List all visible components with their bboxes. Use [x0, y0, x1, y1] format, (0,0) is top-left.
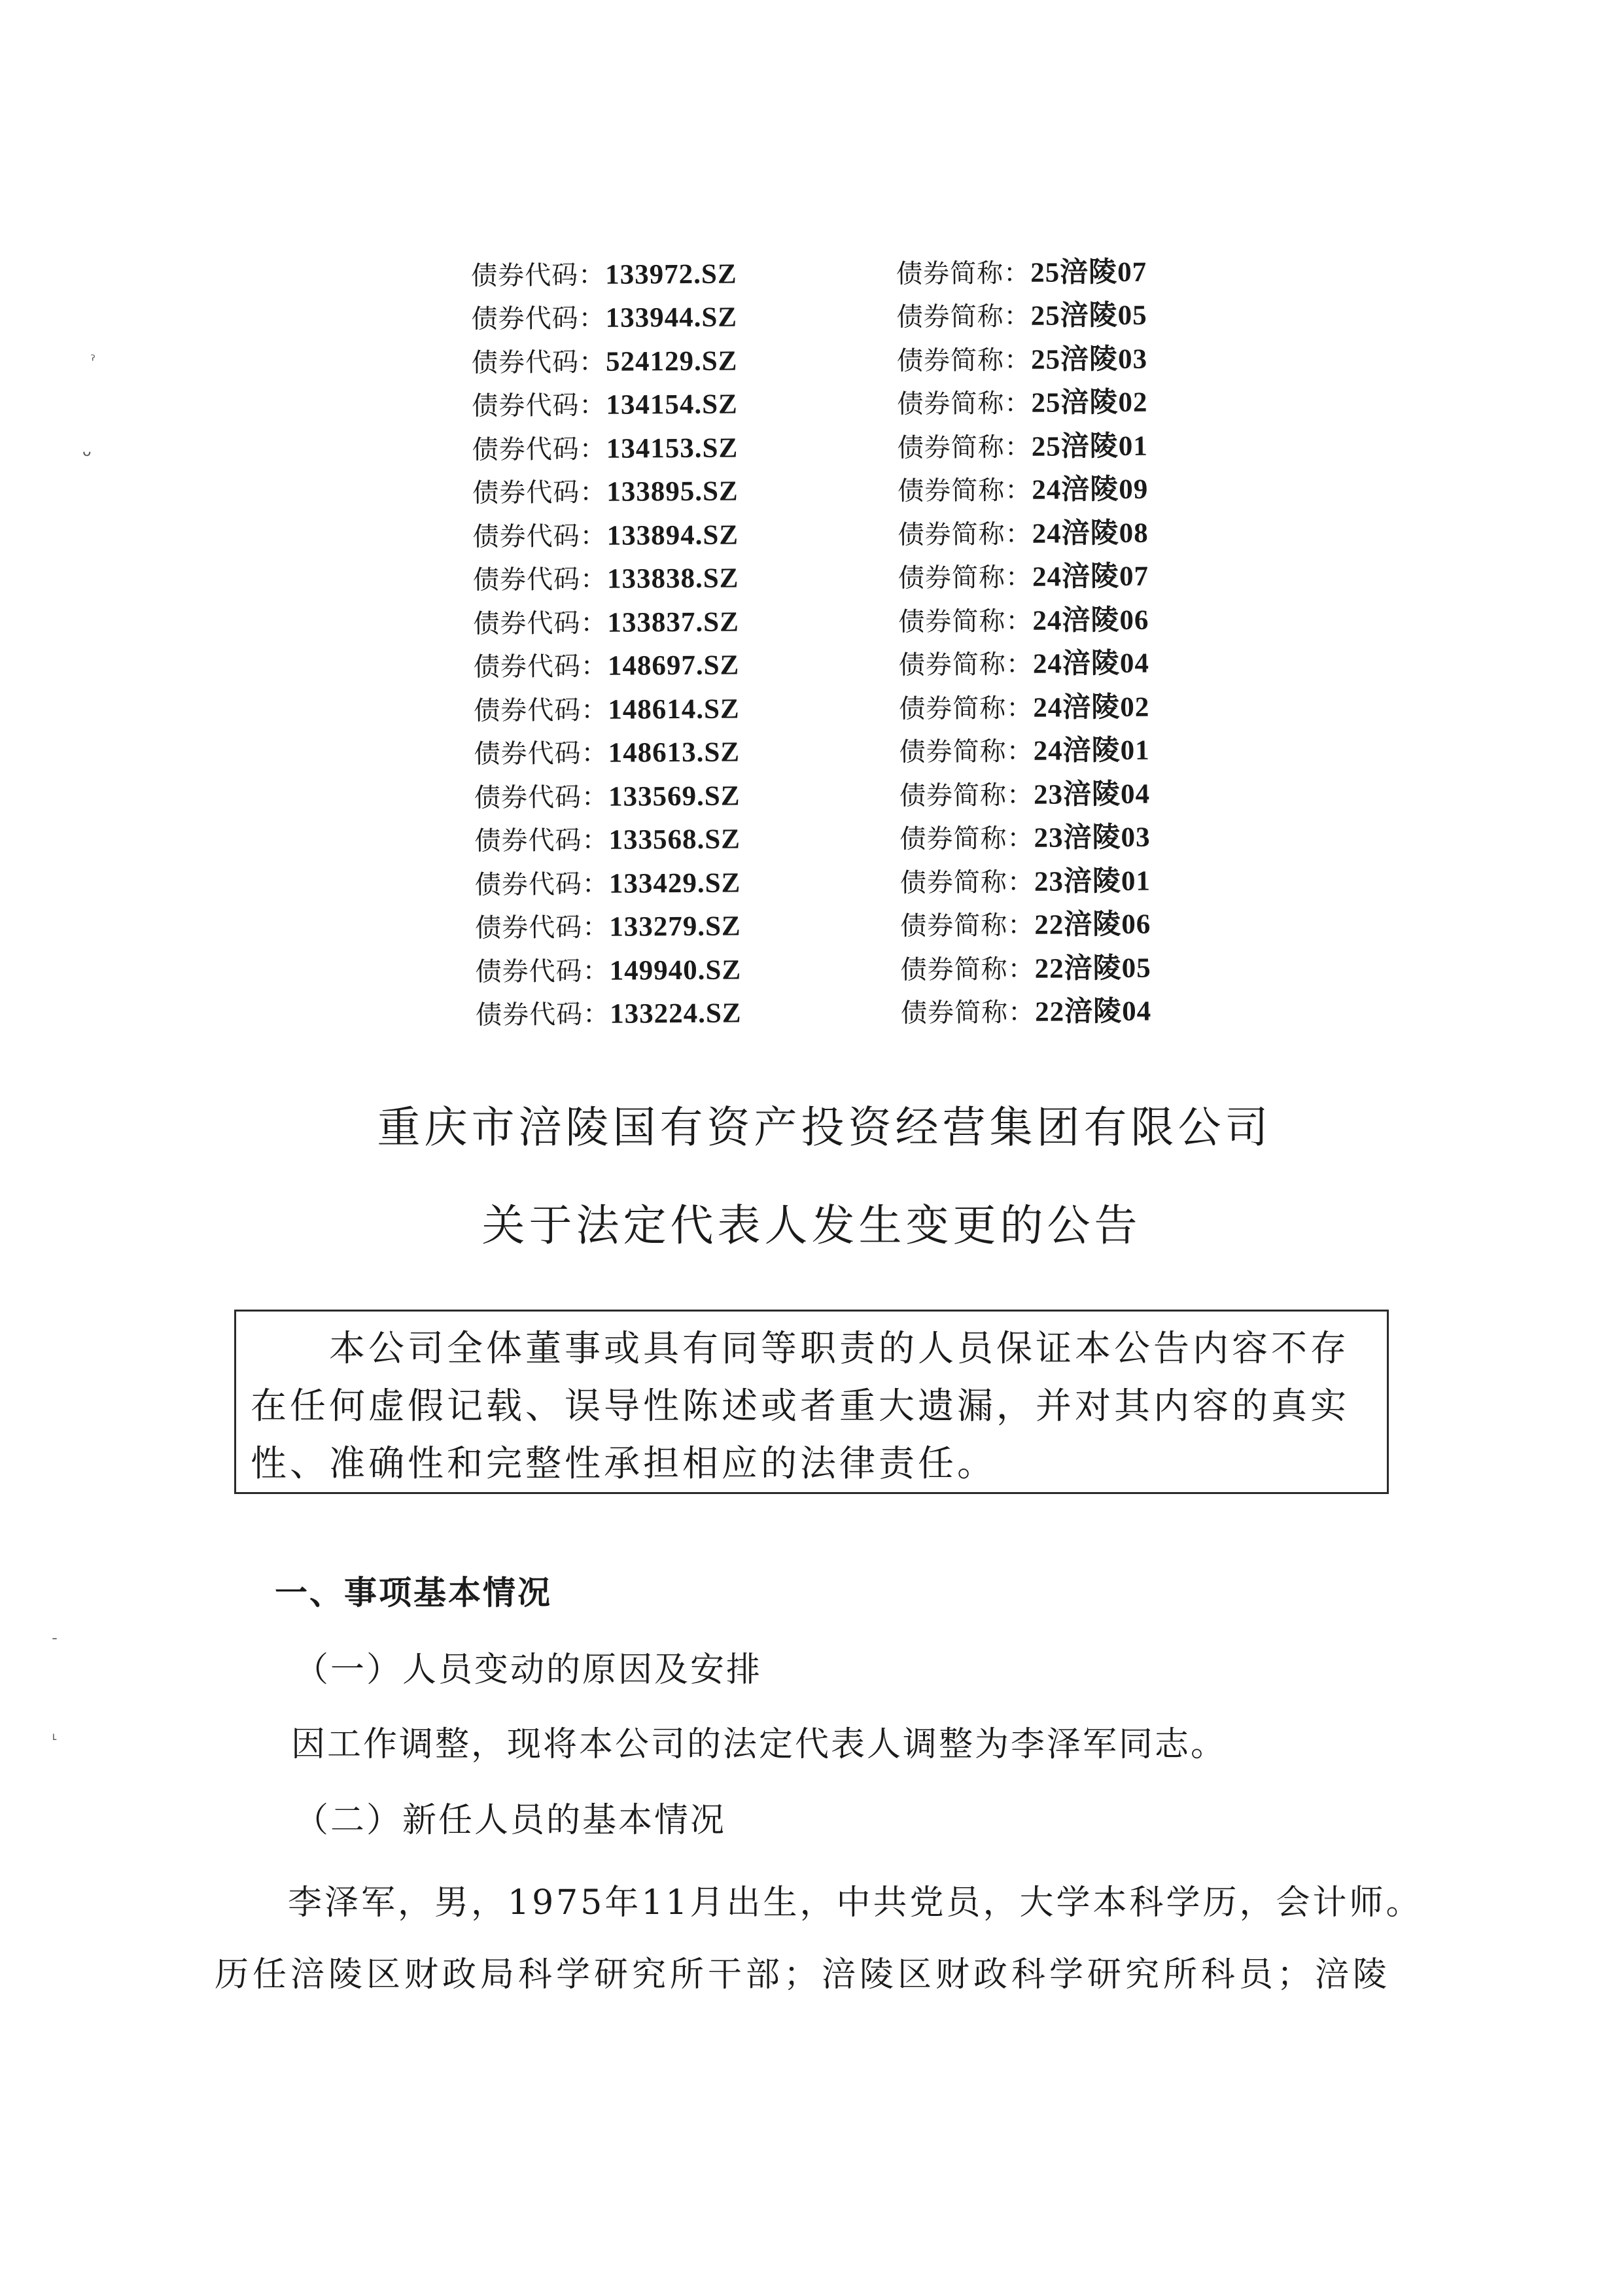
bond-row	[472, 421, 1231, 470]
bond-code-label: 债券代码：	[474, 825, 609, 857]
bond-row	[471, 247, 1230, 296]
section-heading: 一、事项基本情况	[275, 1573, 552, 1612]
bond-name: 22涪陵06	[1034, 909, 1151, 941]
bond-name-label: 债券简称：	[899, 867, 1035, 898]
bond-code-cell	[471, 296, 896, 336]
bond-name-cell	[900, 901, 1234, 943]
bond-code: 133837.SZ	[607, 606, 739, 638]
scan-mark: ˉ	[51, 1637, 58, 1653]
bond-code: 148613.SZ	[608, 737, 741, 769]
bond-code-label: 债券代码：	[471, 260, 606, 291]
bond-row	[473, 595, 1232, 644]
bond-row	[472, 377, 1230, 426]
bond-row	[474, 769, 1233, 818]
bond-code: 133568.SZ	[608, 824, 741, 856]
bond-name: 22涪陵04	[1034, 996, 1152, 1028]
subsection-heading-2: （二）新任人员的基本情况	[294, 1801, 727, 1840]
bond-name: 24涪陵08	[1032, 517, 1149, 549]
bond-name-cell	[901, 945, 1234, 987]
bond-code-cell	[472, 426, 898, 466]
bond-name-label: 债券简称：	[898, 650, 1034, 681]
bond-row	[476, 986, 1234, 1035]
bond-name-cell	[896, 249, 1230, 291]
bond-code-label: 债券代码：	[475, 956, 610, 987]
bond-name-label: 债券简称：	[899, 737, 1034, 768]
bond-code: 134154.SZ	[606, 389, 738, 421]
bond-name-cell	[899, 727, 1232, 769]
bond-name-cell	[900, 858, 1234, 900]
bond-row	[473, 551, 1232, 600]
bond-row	[474, 812, 1233, 861]
bond-name-cell	[898, 597, 1232, 639]
bond-code-label: 债券代码：	[474, 782, 609, 813]
bond-code-label: 债券代码：	[473, 651, 608, 683]
bond-code-label: 债券代码：	[471, 347, 606, 378]
bond-name: 25涪陵07	[1030, 256, 1147, 288]
bond-name-label: 债券简称：	[899, 824, 1034, 855]
bond-name: 24涪陵06	[1032, 604, 1149, 636]
bond-code-label: 债券代码：	[475, 912, 610, 944]
bond-name-cell	[901, 988, 1234, 1030]
bond-row	[471, 290, 1230, 339]
disclaimer-box: 本公司全体董事或具有同等职责的人员保证本公告内容不存在任何虚假记载、误导性陈述或者重大遗漏，并对其内容的真实性、准确性和完整性承担相应的法律责任。	[234, 1310, 1389, 1494]
scan-mark: ᴗ	[82, 444, 92, 460]
bond-row	[475, 856, 1234, 905]
bond-name-label: 债券简称：	[898, 476, 1032, 507]
bond-code-cell	[474, 774, 899, 814]
bond-name-label: 债券简称：	[899, 780, 1034, 811]
bond-code-cell	[472, 339, 897, 379]
bond-code-cell	[474, 644, 899, 684]
bond-name: 25涪陵02	[1031, 387, 1148, 419]
bond-row	[472, 464, 1231, 513]
bond-code: 133894.SZ	[606, 519, 739, 551]
bond-name-label: 债券简称：	[898, 519, 1032, 550]
bond-code: 133224.SZ	[609, 998, 742, 1030]
bond-row	[474, 638, 1232, 687]
bond-code-label: 债券代码：	[472, 477, 607, 509]
bond-code-label: 债券代码：	[475, 999, 610, 1031]
bond-code-cell	[474, 687, 899, 727]
bond-name: 25涪陵05	[1030, 300, 1147, 332]
bond-name-cell	[897, 336, 1230, 378]
bond-name: 25涪陵03	[1030, 343, 1148, 375]
bond-code-label: 债券代码：	[472, 434, 606, 465]
bond-name-label: 债券简称：	[898, 563, 1033, 594]
bond-code-cell	[474, 818, 899, 858]
bond-name-cell	[899, 771, 1233, 813]
bond-code-cell	[471, 252, 896, 292]
paragraph-bio-line-2: 历任涪陵区财政局科学研究所干部；涪陵区财政科学研究所科员；涪陵	[215, 1955, 1391, 1994]
bond-name-cell	[899, 814, 1233, 856]
bond-name: 24涪陵04	[1032, 648, 1150, 680]
bond-name-label: 债券简称：	[899, 693, 1034, 724]
bond-name-cell	[898, 466, 1231, 508]
bond-code: 133895.SZ	[606, 476, 739, 508]
bond-name-label: 债券简称：	[900, 954, 1035, 985]
bond-code: 133279.SZ	[609, 911, 741, 943]
bond-code: 148697.SZ	[607, 650, 740, 682]
bond-name-label: 债券简称：	[900, 998, 1036, 1029]
bond-code-label: 债券代码：	[472, 521, 607, 552]
bond-code-cell	[476, 948, 901, 988]
bond-code-cell	[474, 731, 899, 771]
bond-row	[474, 725, 1232, 774]
bond-name: 23涪陵03	[1034, 822, 1151, 854]
bond-code-cell	[472, 383, 897, 423]
bond-name: 24涪陵09	[1032, 474, 1149, 506]
bond-code-cell	[473, 557, 898, 597]
bond-name-cell	[898, 423, 1231, 465]
bond-code: 148614.SZ	[608, 693, 740, 725]
bond-name-label: 债券简称：	[898, 606, 1033, 637]
bond-name-cell	[898, 553, 1232, 595]
bond-code: 149940.SZ	[609, 954, 742, 986]
bond-row	[475, 899, 1234, 948]
bond-name-label: 债券简称：	[897, 432, 1032, 463]
bond-row	[472, 508, 1231, 557]
bond-code-label: 债券代码：	[472, 564, 608, 596]
bond-code-label: 债券代码：	[474, 738, 608, 770]
bond-name-cell	[897, 379, 1230, 421]
company-title: 重庆市涪陵国有资产投资经营集团有限公司	[377, 1102, 1272, 1153]
announcement-title: 关于法定代表人发生变更的公告	[481, 1200, 1142, 1251]
bond-row	[472, 334, 1230, 383]
bond-name-label: 债券简称：	[897, 389, 1032, 420]
bond-name: 25涪陵01	[1031, 430, 1148, 462]
bond-code-label: 债券代码：	[473, 608, 608, 639]
scan-mark: ˪	[52, 1728, 58, 1744]
bond-code: 133838.SZ	[606, 563, 739, 595]
subsection-heading-1: （一）人员变动的原因及安排	[294, 1650, 763, 1690]
bond-code-cell	[472, 470, 898, 510]
bond-code-label: 债券代码：	[472, 390, 606, 422]
bond-code: 134153.SZ	[606, 432, 739, 464]
bond-name-cell	[896, 292, 1230, 334]
bond-name-label: 债券简称：	[896, 345, 1032, 376]
bond-code-label: 债券代码：	[474, 695, 608, 726]
bond-code: 133972.SZ	[605, 258, 737, 290]
paragraph-bio-line-1: 李泽军，男，1975年11月出生，中共党员，大学本科学历，会计师。	[288, 1883, 1423, 1922]
bond-name-label: 债券简称：	[900, 911, 1035, 942]
bond-code-cell	[476, 992, 901, 1032]
bond-code: 133569.SZ	[608, 780, 741, 812]
bond-code: 133429.SZ	[608, 867, 741, 899]
bond-code: 133944.SZ	[605, 302, 738, 334]
bond-code-label: 债券代码：	[474, 869, 610, 900]
bond-code-label: 债券代码：	[471, 303, 606, 335]
bond-code: 524129.SZ	[605, 345, 738, 377]
bond-name: 23涪陵01	[1034, 865, 1151, 897]
bond-name: 24涪陵01	[1033, 735, 1150, 767]
bond-name-label: 债券简称：	[896, 302, 1031, 333]
bond-name: 24涪陵02	[1033, 691, 1150, 723]
bond-code-cell	[472, 513, 898, 553]
bond-row	[474, 682, 1232, 731]
scan-mark: ˀ	[90, 353, 96, 370]
bond-name-label: 债券简称：	[896, 258, 1031, 289]
bond-code-cell	[475, 861, 900, 901]
paragraph-change-reason: 因工作调整，现将本公司的法定代表人调整为李泽军同志。	[291, 1725, 1227, 1764]
bond-code-cell	[475, 905, 900, 945]
bond-name-cell	[899, 684, 1232, 726]
bond-name-cell	[899, 640, 1232, 682]
bond-row	[475, 943, 1234, 992]
bond-code-cell	[473, 600, 898, 640]
bond-name-cell	[898, 510, 1231, 552]
bond-name: 23涪陵04	[1033, 778, 1151, 810]
bond-list	[471, 247, 1234, 1035]
bond-name: 22涪陵05	[1034, 952, 1151, 984]
bond-name: 24涪陵07	[1032, 561, 1149, 593]
